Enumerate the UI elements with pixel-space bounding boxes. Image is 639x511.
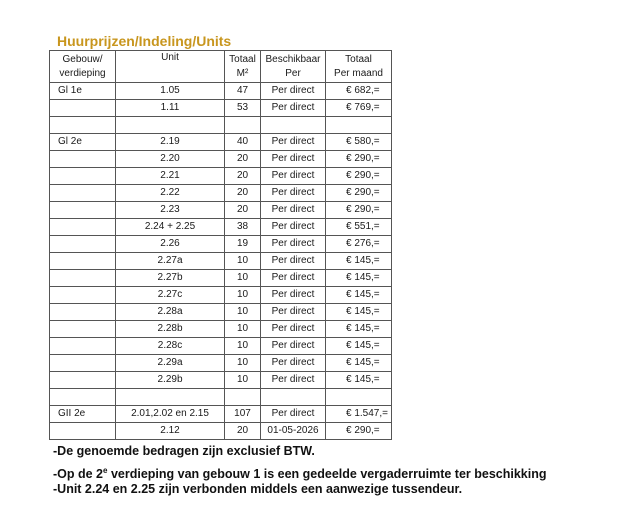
cell-price: € 290,= (326, 168, 392, 185)
cell-available (261, 117, 326, 134)
cell-area: 47 (225, 83, 261, 100)
table-row (50, 406, 392, 423)
cell-unit: 2.27c (116, 287, 225, 304)
cell-available: Per direct (261, 253, 326, 270)
cell-available (261, 389, 326, 406)
rental-price-table (49, 50, 392, 440)
cell-building (50, 202, 116, 219)
cell-area (225, 389, 261, 406)
table-row (50, 338, 392, 355)
cell-price: € 145,= (326, 270, 392, 287)
cell-available: Per direct (261, 270, 326, 287)
cell-price: € 145,= (326, 253, 392, 270)
table-row (50, 304, 392, 321)
header-available: Beschikbaar Per (261, 51, 326, 83)
header-area: Totaal M² (225, 51, 261, 83)
cell-price: € 551,= (326, 219, 392, 236)
cell-building (50, 372, 116, 389)
cell-area: 10 (225, 321, 261, 338)
cell-building (50, 423, 116, 440)
table-row (50, 287, 392, 304)
cell-area: 10 (225, 253, 261, 270)
cell-unit: 1.11 (116, 100, 225, 117)
table-row (50, 423, 392, 440)
cell-price (326, 389, 392, 406)
cell-price: € 145,= (326, 287, 392, 304)
cell-building: Gl 2e (50, 134, 116, 151)
cell-price: € 290,= (326, 202, 392, 219)
cell-price: € 145,= (326, 321, 392, 338)
cell-building (50, 270, 116, 287)
cell-price: € 290,= (326, 423, 392, 440)
cell-available: Per direct (261, 406, 326, 423)
cell-unit (116, 389, 225, 406)
cell-unit: 2.28a (116, 304, 225, 321)
cell-unit: 2.12 (116, 423, 225, 440)
cell-price: € 145,= (326, 338, 392, 355)
cell-unit: 2.24 + 2.25 (116, 219, 225, 236)
cell-building: Gl 1e (50, 83, 116, 100)
cell-area: 53 (225, 100, 261, 117)
cell-building (50, 355, 116, 372)
cell-available: Per direct (261, 236, 326, 253)
cell-area: 10 (225, 338, 261, 355)
table-row (50, 321, 392, 338)
table-row (50, 355, 392, 372)
cell-available: Per direct (261, 168, 326, 185)
cell-available: Per direct (261, 219, 326, 236)
cell-unit: 2.19 (116, 134, 225, 151)
cell-price: € 769,= (326, 100, 392, 117)
cell-area: 10 (225, 304, 261, 321)
header-total: Totaal Per maand (326, 51, 392, 83)
cell-building (50, 338, 116, 355)
cell-building (50, 168, 116, 185)
cell-area: 19 (225, 236, 261, 253)
table-row (50, 202, 392, 219)
table-spacer-row (50, 117, 392, 134)
table-row (50, 134, 392, 151)
cell-available: Per direct (261, 338, 326, 355)
table-row (50, 270, 392, 287)
cell-area: 107 (225, 406, 261, 423)
note-meeting-room: -Op de 2e verdieping van gebouw 1 is een gedeelde vergaderruimte ter beschikking (53, 466, 547, 482)
cell-price: € 580,= (326, 134, 392, 151)
cell-area: 40 (225, 134, 261, 151)
cell-available: Per direct (261, 355, 326, 372)
cell-building (50, 389, 116, 406)
cell-price: € 682,= (326, 83, 392, 100)
cell-available: Per direct (261, 321, 326, 338)
page-title: Huurprijzen/Indeling/Units (57, 33, 232, 49)
table-row (50, 236, 392, 253)
cell-price (326, 117, 392, 134)
cell-available: Per direct (261, 151, 326, 168)
table-row (50, 253, 392, 270)
cell-unit: 2.27b (116, 270, 225, 287)
cell-available: Per direct (261, 100, 326, 117)
header-building: Gebouw/ verdieping (50, 51, 116, 83)
table-row (50, 168, 392, 185)
cell-available: Per direct (261, 372, 326, 389)
cell-area: 10 (225, 355, 261, 372)
table-row (50, 83, 392, 100)
cell-price: € 276,= (326, 236, 392, 253)
cell-unit: 2.21 (116, 168, 225, 185)
table-header-row (50, 51, 392, 83)
table-spacer-row (50, 389, 392, 406)
cell-area: 20 (225, 202, 261, 219)
cell-area: 10 (225, 287, 261, 304)
cell-unit: 2.22 (116, 185, 225, 202)
note-excl-btw: -De genoemde bedragen zijn exclusief BTW. (53, 444, 315, 458)
cell-unit: 2.29b (116, 372, 225, 389)
notes (53, 442, 547, 499)
note-connecting-door: -Unit 2.24 en 2.25 zijn verbonden middels een aanwezige tussendeur. (53, 482, 463, 496)
cell-building (50, 321, 116, 338)
cell-area: 20 (225, 168, 261, 185)
cell-unit: 2.29a (116, 355, 225, 372)
table-row (50, 372, 392, 389)
cell-area: 10 (225, 372, 261, 389)
cell-unit: 2.01,2.02 en 2.15 (116, 406, 225, 423)
cell-building: GII 2e (50, 406, 116, 423)
cell-unit: 1.05 (116, 83, 225, 100)
cell-unit: 2.20 (116, 151, 225, 168)
cell-building (50, 185, 116, 202)
cell-unit: 2.26 (116, 236, 225, 253)
cell-price: € 145,= (326, 304, 392, 321)
cell-price: € 1.547,= (326, 406, 392, 423)
cell-area: 20 (225, 185, 261, 202)
cell-building (50, 253, 116, 270)
cell-building (50, 219, 116, 236)
cell-area: 20 (225, 151, 261, 168)
cell-area: 38 (225, 219, 261, 236)
cell-available: Per direct (261, 287, 326, 304)
cell-unit: 2.27a (116, 253, 225, 270)
cell-building (50, 287, 116, 304)
cell-available: Per direct (261, 134, 326, 151)
cell-area: 10 (225, 270, 261, 287)
cell-available: 01-05-2026 (261, 423, 326, 440)
cell-available: Per direct (261, 202, 326, 219)
cell-unit: 2.23 (116, 202, 225, 219)
header-unit: Unit (116, 51, 225, 83)
cell-available: Per direct (261, 304, 326, 321)
cell-building (50, 236, 116, 253)
cell-available: Per direct (261, 185, 326, 202)
cell-area (225, 117, 261, 134)
cell-building (50, 100, 116, 117)
cell-unit: 2.28c (116, 338, 225, 355)
cell-building (50, 117, 116, 134)
cell-price: € 145,= (326, 355, 392, 372)
table-row (50, 185, 392, 202)
cell-price: € 290,= (326, 185, 392, 202)
table-row (50, 100, 392, 117)
table-row (50, 219, 392, 236)
cell-price: € 290,= (326, 151, 392, 168)
cell-price: € 145,= (326, 372, 392, 389)
cell-building (50, 304, 116, 321)
cell-area: 20 (225, 423, 261, 440)
cell-unit (116, 117, 225, 134)
cell-available: Per direct (261, 83, 326, 100)
cell-unit: 2.28b (116, 321, 225, 338)
cell-building (50, 151, 116, 168)
table-row (50, 151, 392, 168)
